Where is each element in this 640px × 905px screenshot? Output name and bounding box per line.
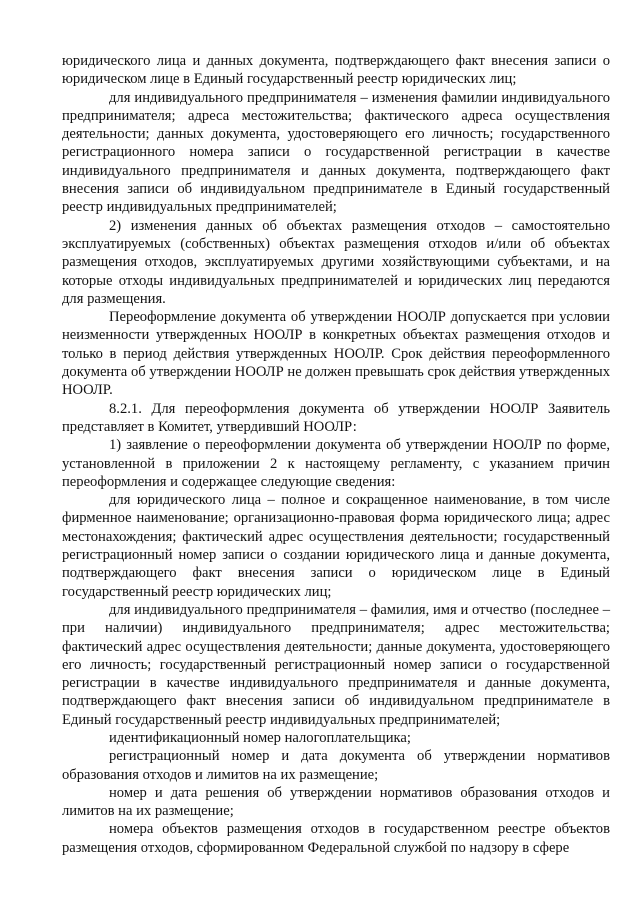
paragraph-3: 2) изменения данных об объектах размещения отходов – самостоятельно эксплуатируемых (собственных) объектах размещения отходов и/или об объектах размещения отходов, эксплуатируемых другими хозяйствующими субъектами, и на которые отходы индивидуальных предпринимателей и юридических лиц передаются для размещения.	[62, 217, 610, 307]
paragraph-4: Переоформление документа об утверждении НООЛР допускается при условии неизменности утвержденных НООЛР в конкретных объектах размещения отходов и только в период действия утвержденных НООЛР. Срок действия переоформленного документа об утверждении НООЛР не должен превышать срок действия утвержденных НООЛР.	[62, 309, 610, 399]
paragraph-6: 1) заявление о переоформлении документа об утверждении НООЛР по форме, установленной в приложении 2 к настоящему регламенту, с указанием причин переоформления и содержащее следующие сведения:	[62, 437, 610, 490]
paragraph-9: идентификационный номер налогоплательщика;	[109, 729, 411, 746]
paragraph-8: для индивидуального предпринимателя – фамилия, имя и отчество (последнее – при наличии) индивидуального предпринимателя; адрес местожительства; фактический адрес осуществления деятельности; данные документа, удостоверяющего его личность; государственный регистрационный номер записи о государственной регистрации в качестве индивидуального предпринимателя и данные документа, подтверждающего факт внесения записи об индивидуальном предпринимателе в Единый государственный реестр индивидуальных предпринимателей;	[62, 601, 610, 728]
document-page	[62, 52, 610, 857]
paragraph-10: регистрационный номер и дата документа об утверждении нормативов образования отходов и лимитов на их размещение;	[62, 748, 610, 783]
paragraph-2: для индивидуального предпринимателя – изменения фамилии индивидуального предпринимателя; адреса местожительства; фактического адреса осуществления деятельности; данных документа, удостоверяющего его личность; государственного регистрационного номера записи о государственной регистрации в качестве индивидуального предпринимателя и данных документа, подтверждающего факт внесения записи об индивидуальном предпринимателе в Единый государственный реестр индивидуальных предпринимателей;	[62, 89, 610, 216]
paragraph-11: номер и дата решения об утверждении нормативов образования отходов и лимитов на их размещение;	[62, 784, 610, 820]
paragraph-1: юридического лица и данных документа, подтверждающего факт внесения записи о юридическом лице в Единый государственный реестр юридических лиц;	[62, 53, 610, 88]
paragraph-7: для юридического лица – полное и сокращенное наименование, в том числе фирменное наименование; организационно-правовая форма юридического лица; адрес местонахождения; фактический адрес осуществления деятельности; государственный регистрационный номер записи о создании юридического лица и данные документа, подтверждающего факт внесения записи о юридическом лице в Единый государственный реестр юридических лиц;	[62, 492, 610, 600]
paragraph-12: номера объектов размещения отходов в государственном реестре объектов размещения отходов, сформированном Федеральной службой по надзору в сфере	[62, 821, 610, 856]
paragraph-5: 8.2.1. Для переоформления документа об утверждении НООЛР Заявитель представляет в Комитет, утвердивший НООЛР:	[62, 400, 610, 435]
